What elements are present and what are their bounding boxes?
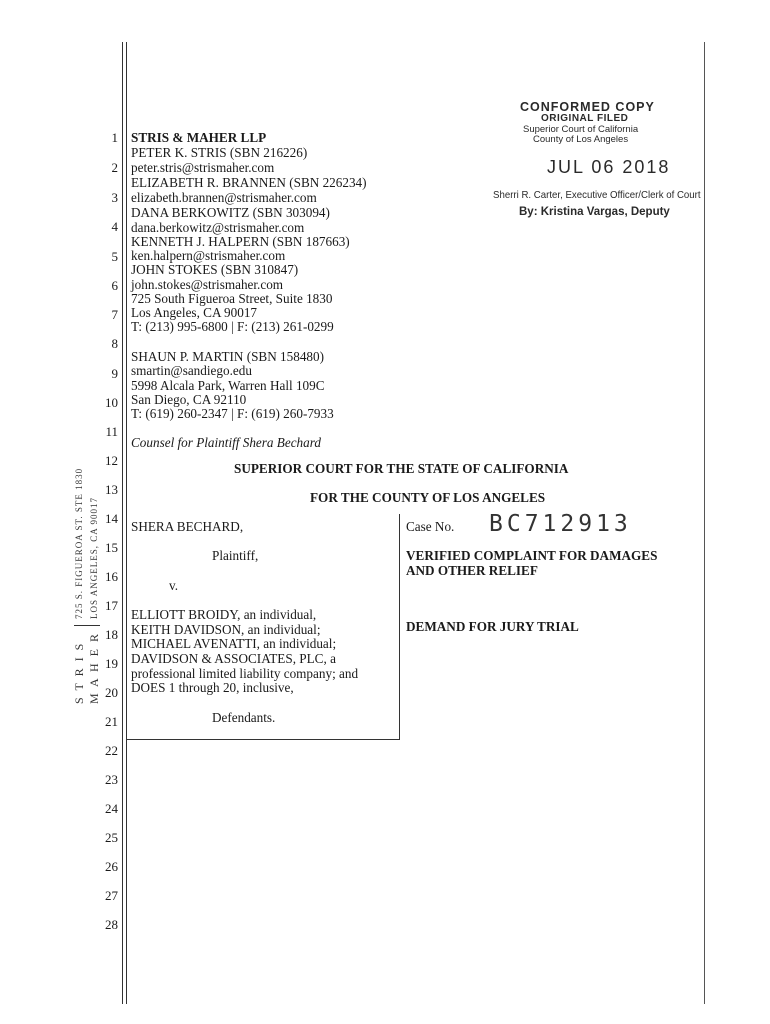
line-number: 24 bbox=[105, 801, 118, 816]
line-number: 2 bbox=[111, 160, 118, 175]
line-number: 1 bbox=[111, 130, 118, 145]
case-number-label: Case No. bbox=[406, 519, 455, 534]
stamp-court: Superior Court of California bbox=[523, 124, 639, 135]
counsel-line: ELIZABETH R. BRANNEN (SBN 226234) bbox=[131, 175, 367, 190]
sidebar-firm-line1: S T R I S bbox=[72, 641, 86, 704]
defendant-line: KEITH DAVIDSON, an individual; bbox=[131, 622, 321, 637]
line-number: 21 bbox=[105, 714, 118, 729]
line-number: 6 bbox=[111, 278, 118, 293]
line-number: 5 bbox=[111, 249, 118, 264]
line-number: 16 bbox=[105, 569, 118, 584]
counsel-line: SHAUN P. MARTIN (SBN 158480) bbox=[131, 349, 325, 364]
counsel-line: DANA BERKOWITZ (SBN 303094) bbox=[131, 205, 330, 220]
stamp-date: JUL 06 2018 bbox=[547, 157, 671, 177]
stamp-clerk: Sherri R. Carter, Executive Officer/Clerk of Court bbox=[493, 189, 701, 201]
counsel-line: T: (213) 995-6800 | F: (213) 261-0299 bbox=[131, 319, 334, 334]
counsel-line: PETER K. STRIS (SBN 216226) bbox=[131, 145, 308, 160]
plaintiff-role: Plaintiff, bbox=[212, 548, 259, 563]
complaint-title-line1: VERIFIED COMPLAINT FOR DAMAGES bbox=[406, 548, 658, 563]
sidebar-address1: 725 S. FIGUEROA ST. STE 1830 bbox=[74, 467, 84, 619]
stamp-subtitle: ORIGINAL FILED bbox=[541, 113, 629, 124]
line-number: 15 bbox=[105, 540, 118, 555]
line-number: 26 bbox=[105, 859, 118, 874]
right-margin-rule bbox=[704, 42, 705, 1004]
line-number: 22 bbox=[105, 743, 118, 758]
defendant-line: MICHAEL AVENATTI, an individual; bbox=[131, 636, 337, 651]
counsel-line: T: (619) 260-2347 | F: (619) 260-7933 bbox=[131, 406, 334, 421]
stamp-county: County of Los Angeles bbox=[533, 134, 629, 145]
counsel-line: Los Angeles, CA 90017 bbox=[131, 305, 258, 320]
counsel-line: 725 South Figueroa Street, Suite 1830 bbox=[131, 291, 333, 306]
left-margin-rule-1 bbox=[122, 42, 123, 1004]
plaintiff-name: SHERA BECHARD, bbox=[131, 519, 244, 534]
counsel-line: JOHN STOKES (SBN 310847) bbox=[131, 262, 299, 277]
counsel-line: ken.halpern@strismaher.com bbox=[131, 248, 286, 263]
county-heading: FOR THE COUNTY OF LOS ANGELES bbox=[310, 490, 546, 505]
versus: v. bbox=[169, 578, 179, 593]
defendant-line: DOES 1 through 20, inclusive, bbox=[131, 680, 294, 695]
firm-sidebar bbox=[72, 468, 102, 704]
jury-demand: DEMAND FOR JURY TRIAL bbox=[406, 619, 579, 634]
counsel-line: peter.stris@strismaher.com bbox=[131, 160, 275, 175]
counsel-line: KENNETH J. HALPERN (SBN 187663) bbox=[131, 234, 350, 249]
line-number: 9 bbox=[111, 366, 118, 381]
line-number: 13 bbox=[105, 482, 118, 497]
line-number: 23 bbox=[105, 772, 118, 787]
sidebar-firm-line2: M A H E R bbox=[87, 631, 101, 704]
stamp-title: CONFORMED COPY bbox=[520, 100, 655, 114]
line-number: 4 bbox=[111, 219, 118, 234]
line-number: 28 bbox=[105, 917, 118, 932]
court-heading: SUPERIOR COURT FOR THE STATE OF CALIFORNIA bbox=[234, 461, 569, 476]
counsel-line: dana.berkowitz@strismaher.com bbox=[131, 220, 305, 235]
line-number: 17 bbox=[105, 598, 118, 613]
counsel-for: Counsel for Plaintiff Shera Bechard bbox=[131, 435, 321, 450]
left-margin-rule-2 bbox=[126, 42, 127, 1004]
line-number: 18 bbox=[105, 627, 118, 642]
line-number: 11 bbox=[105, 424, 118, 439]
counsel-line: San Diego, CA 92110 bbox=[131, 392, 247, 407]
line-number: 27 bbox=[105, 888, 118, 903]
caption-bottom-rule bbox=[126, 739, 400, 740]
line-number: 25 bbox=[105, 830, 118, 845]
line-number: 7 bbox=[111, 307, 118, 322]
counsel-line: 5998 Alcala Park, Warren Hall 109C bbox=[131, 378, 325, 393]
complaint-title-line2: AND OTHER RELIEF bbox=[406, 563, 538, 578]
defendant-role: Defendants. bbox=[212, 710, 276, 725]
counsel-line: john.stokes@strismaher.com bbox=[131, 277, 284, 292]
line-number: 19 bbox=[105, 656, 118, 671]
defendant-line: DAVIDSON & ASSOCIATES, PLC, a bbox=[131, 651, 336, 666]
case-number: BC712913 bbox=[489, 511, 632, 537]
line-number: 3 bbox=[111, 190, 118, 205]
line-number: 12 bbox=[105, 453, 118, 468]
sidebar-address2: LOS ANGELES, CA 90017 bbox=[89, 496, 99, 619]
defendant-line: ELLIOTT BROIDY, an individual, bbox=[131, 607, 317, 622]
defendant-line: professional limited liability company; and bbox=[131, 666, 359, 681]
line-number: 14 bbox=[105, 511, 118, 526]
counsel-line: elizabeth.brannen@strismaher.com bbox=[131, 190, 317, 205]
line-number: 8 bbox=[111, 336, 118, 351]
caption-divider bbox=[399, 514, 400, 740]
line-number: 20 bbox=[105, 685, 118, 700]
counsel-line: smartin@sandiego.edu bbox=[131, 363, 252, 378]
stamp-deputy: By: Kristina Vargas, Deputy bbox=[519, 206, 670, 218]
firm-name: STRIS & MAHER LLP bbox=[131, 130, 267, 145]
sidebar-divider bbox=[74, 625, 100, 626]
line-number: 10 bbox=[105, 395, 118, 410]
